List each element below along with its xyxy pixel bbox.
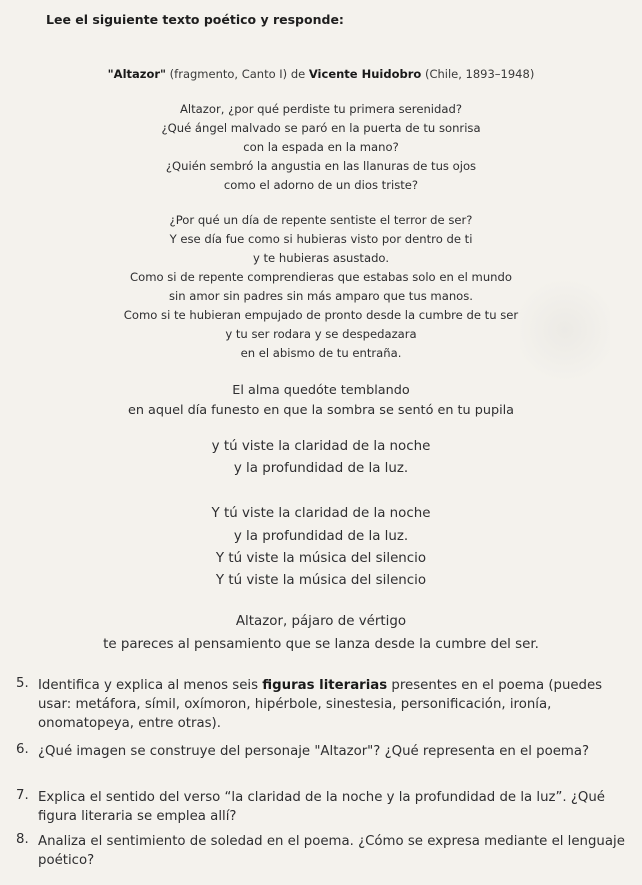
question-emphasis: figuras literarias (262, 678, 388, 693)
poem-line: Altazor, pájaro de vértigo (235, 614, 407, 629)
question-number: 5. (16, 676, 29, 691)
poem-line: ¿Por qué un día de repente sentiste el terror de ser? (169, 213, 473, 227)
poem-line: ¿Qué ángel malvado se paró en la puerta de tu sonrisa (161, 121, 481, 135)
poem-line: Y tú viste la música del silencio (215, 573, 427, 588)
instruction-heading: Lee el siguiente texto poético y responde: (46, 12, 344, 27)
poem-line: Como si de repente comprendieras que estabas solo en el mundo (130, 270, 512, 284)
question-text (38, 676, 628, 733)
poem-line: y tu ser rodara y se despedazara (225, 327, 417, 341)
poem-line: y te hubieras asustado. (252, 251, 390, 265)
question-number: 8. (16, 832, 29, 847)
poem-author: Vicente Huidobro (308, 67, 422, 81)
question-text-part: presentes en el poema (puedes usar: metáfora, símil, oxímoron, hipérbole, sinestesia, personificación, ironía, onomatopeya, entre otras). (38, 678, 603, 731)
question-number: 6. (16, 742, 29, 757)
poem-line: con la espada en la mano? (243, 140, 399, 154)
question-text-part: Identifica y explica al menos seis (38, 678, 263, 693)
question-text: Analiza el sentimiento de soledad en el poema. ¿Cómo se expresa mediante el lenguaje poético? (38, 834, 625, 868)
question-text: Explica el sentido del verso “la claridad de la noche y la profundidad de la luz”. ¿Qué figura literaria se emplea allí? (38, 790, 605, 824)
poem-line: Altazor, ¿por qué perdiste tu primera serenidad? (179, 102, 462, 116)
poem-source (0, 67, 642, 81)
question-text: ¿Qué imagen se construye del personaje "Altazor"? ¿Qué representa en el poema? (38, 744, 590, 759)
poem-line: Como si te hubieran empujado de pronto desde la cumbre de tu ser (123, 308, 519, 322)
poem-line: te pareces al pensamiento que se lanza desde la cumbre del ser. (103, 637, 539, 652)
question-number: 7. (16, 788, 29, 803)
poem-line: Y tú viste la claridad de la noche (211, 506, 431, 521)
poem-line: y la profundidad de la luz. (233, 461, 409, 476)
poem-line: como el adorno de un dios triste? (223, 178, 419, 192)
poem-line: Y ese día fue como si hubieras visto por dentro de ti (169, 232, 473, 246)
poem-line: sin amor sin padres sin más amparo que tus manos. (168, 289, 473, 303)
poem-line: en aquel día funesto en que la sombra se sentó en tu pupila (127, 403, 515, 418)
poem-line: El alma quedóte temblando (232, 383, 410, 398)
poem-line: ¿Quién sembró la angustia en las llanuras de tus ojos (165, 159, 477, 173)
poem-line: Y tú viste la música del silencio (215, 551, 427, 566)
poem-line: en el abismo de tu entraña. (240, 346, 402, 360)
poem-origin: (Chile, 1893–1948) (421, 67, 535, 81)
poem-fragment: (fragmento, Canto I) de (166, 67, 309, 81)
poem-title: "Altazor" (107, 67, 167, 81)
poem-line: y tú viste la claridad de la noche (211, 439, 431, 454)
poem-line: y la profundidad de la luz. (233, 529, 409, 544)
